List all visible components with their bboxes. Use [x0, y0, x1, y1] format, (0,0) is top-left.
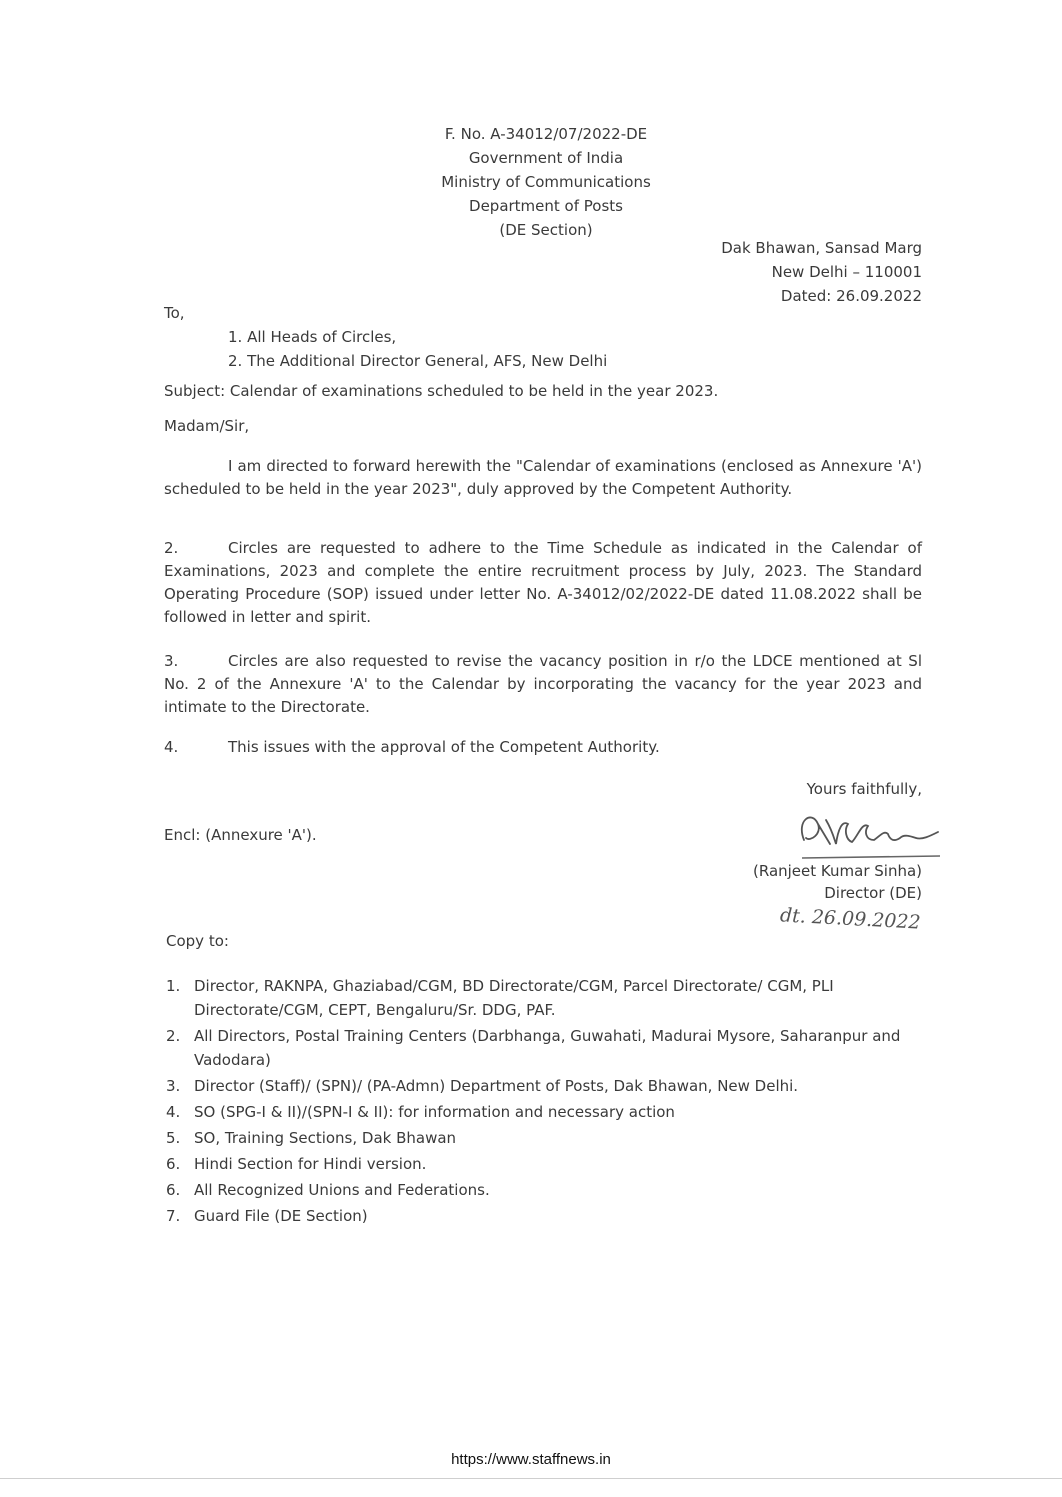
section-name: (DE Section) [499, 221, 593, 239]
paragraph-3-text: Circles are also requested to revise the vacancy position in r/o the LDCE mentioned at Sl No. 2 of the Annexure 'A' to the Calendar by incorporating the vacancy for the year 2023 and intimate to the Directorate. [164, 652, 922, 716]
signatory-name: (Ranjeet Kumar Sinha) [753, 862, 922, 880]
list-item: 6. Hindi Section for Hindi version. [166, 1155, 427, 1173]
department-name: Department of Posts [469, 197, 623, 215]
enclosure-note: Encl: (Annexure 'A'). [164, 826, 317, 844]
paragraph-3-number: 3. [164, 652, 179, 670]
signature-image [792, 800, 942, 868]
signatory-designation: Director (DE) [824, 884, 922, 902]
copy-to-list [166, 974, 926, 1230]
paragraph-2 [164, 537, 922, 629]
ministry-name: Ministry of Communications [441, 173, 651, 191]
file-number: F. No. A-34012/07/2022-DE [444, 125, 648, 143]
paragraph-4-text: This issues with the approval of the Competent Authority. [228, 738, 660, 756]
salutation: Madam/Sir, [164, 417, 250, 435]
recipient-2: 2. The Additional Director General, AFS, New Delhi [228, 352, 608, 370]
paragraph-3 [164, 650, 922, 719]
paragraph-2-number: 2. [164, 539, 179, 557]
paragraph-4 [164, 736, 922, 759]
closing-text: Yours faithfully, [806, 780, 922, 798]
recipient-1: 1. All Heads of Circles, [228, 328, 397, 346]
list-item: 6. All Recognized Unions and Federations. [166, 1181, 490, 1199]
list-item: 5. SO, Training Sections, Dak Bhawan [166, 1129, 457, 1147]
footer-url[interactable]: https://www.staffnews.in [451, 1451, 611, 1468]
list-item: 1. Director, RAKNPA, Ghaziabad/CGM, BD Directorate/CGM, Parcel Directorate/ CGM, PLI Directorate/CGM, CEPT, Bengaluru/Sr. DDG, PAF. [166, 977, 834, 1019]
paragraph-4-number: 4. [164, 738, 179, 756]
list-item: 3. Director (Staff)/ (SPN)/ (PA-Admn) Department of Posts, Dak Bhawan, New Delhi. [166, 1077, 799, 1095]
footer-divider [0, 1478, 1062, 1479]
paragraph-1-text: I am directed to forward herewith the "Calendar of examinations (enclosed as Annexure 'A') scheduled to be held in the year 2023", duly approved by the Competent Authority. [164, 457, 922, 498]
copy-to-label: Copy to: [166, 932, 229, 950]
list-item: 7. Guard File (DE Section) [166, 1207, 368, 1225]
address-line-2: New Delhi – 110001 [771, 263, 922, 281]
list-item: 4. SO (SPG-I & II)/(SPN-I & II): for information and necessary action [166, 1103, 675, 1121]
sender-address [721, 236, 922, 308]
list-item: 2. All Directors, Postal Training Centers (Darbhanga, Guwahati, Madurai Mysore, Saharanpur and Vadodara) [166, 1027, 901, 1069]
letter-header [0, 122, 1062, 242]
signatory-block [753, 860, 922, 904]
letter-date: Dated: 26.09.2022 [780, 287, 922, 305]
to-label: To, [164, 304, 185, 322]
address-line-1: Dak Bhawan, Sansad Marg [721, 239, 922, 257]
subject-line: Subject: Calendar of examinations scheduled to be held in the year 2023. [164, 382, 719, 400]
paragraph-1 [164, 455, 922, 501]
handwritten-date: dt. 26.09.2022 [779, 904, 922, 934]
paragraph-2-text: Circles are requested to adhere to the Time Schedule as indicated in the Calendar of Examinations, 2023 and complete the entire recruitment process by July, 2023. The Standard Operating Procedure (SOP) issued under letter No. A-34012/02/2022-DE dated 11.08.2022 shall be followed in letter and spirit. [164, 539, 922, 626]
government-name: Government of India [468, 149, 624, 167]
